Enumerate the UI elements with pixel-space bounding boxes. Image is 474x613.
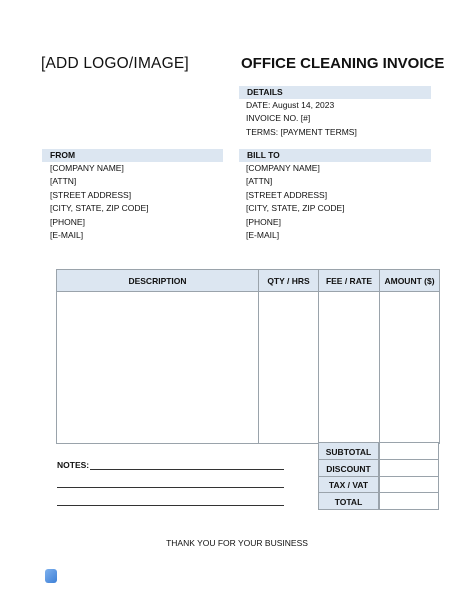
column-header-description: DESCRIPTION — [57, 270, 259, 292]
document-icon — [45, 569, 57, 583]
bill-to-address-block — [246, 162, 345, 242]
tax-vat-label: TAX / VAT — [318, 476, 379, 493]
bill-to-company-name: [COMPANY NAME] — [246, 163, 320, 173]
discount-label: DISCOUNT — [318, 459, 379, 477]
from-street-address: [STREET ADDRESS] — [50, 189, 132, 200]
subtotal-value[interactable] — [379, 442, 439, 460]
line-items-table — [56, 269, 440, 444]
column-header-qty-hrs: QTY / HRS — [259, 270, 319, 292]
amount-cell[interactable] — [380, 292, 440, 444]
notes-line-3[interactable] — [57, 505, 284, 506]
thank-you-message: THANK YOU FOR YOUR BUSINESS — [166, 538, 308, 548]
details-heading: DETAILS — [239, 86, 431, 99]
from-heading: FROM — [42, 149, 223, 162]
logo-placeholder: [ADD LOGO/IMAGE] — [41, 55, 189, 72]
qty-hrs-cell[interactable] — [259, 292, 319, 444]
total-label: TOTAL — [318, 492, 379, 510]
column-header-fee-rate: FEE / RATE — [319, 270, 380, 292]
notes-label: NOTES: — [57, 460, 90, 470]
bill-to-heading: BILL TO — [239, 149, 431, 162]
column-header-amount: AMOUNT ($) — [380, 270, 440, 292]
subtotal-label: SUBTOTAL — [318, 442, 379, 460]
total-value[interactable] — [379, 492, 439, 510]
from-company-name: [COMPANY NAME] — [50, 163, 124, 173]
from-email: [E-MAIL] — [50, 230, 84, 241]
description-cell[interactable] — [57, 292, 259, 444]
bill-to-city-state-zip: [CITY, STATE, ZIP CODE] — [246, 203, 345, 214]
bill-to-street-address: [STREET ADDRESS] — [246, 189, 328, 200]
from-city-state-zip: [CITY, STATE, ZIP CODE] — [50, 203, 149, 214]
table-header-row — [57, 270, 440, 292]
payment-terms: TERMS: [PAYMENT TERMS] — [246, 127, 357, 137]
from-attn: [ATTN] — [50, 176, 77, 187]
from-phone: [PHONE] — [50, 216, 85, 227]
from-address-block — [50, 162, 149, 242]
tax-vat-value[interactable] — [379, 476, 439, 493]
discount-value[interactable] — [379, 459, 439, 477]
fee-rate-cell[interactable] — [319, 292, 380, 444]
invoice-number: INVOICE NO. [#] — [246, 113, 311, 123]
invoice-date: DATE: August 14, 2023 — [246, 100, 335, 110]
invoice-title: OFFICE CLEANING INVOICE — [241, 55, 445, 72]
notes-line-1[interactable] — [90, 469, 284, 470]
table-body-row — [57, 292, 440, 444]
bill-to-email: [E-MAIL] — [246, 230, 280, 241]
notes-line-2[interactable] — [57, 487, 284, 488]
bill-to-phone: [PHONE] — [246, 216, 281, 227]
bill-to-attn: [ATTN] — [246, 176, 273, 187]
